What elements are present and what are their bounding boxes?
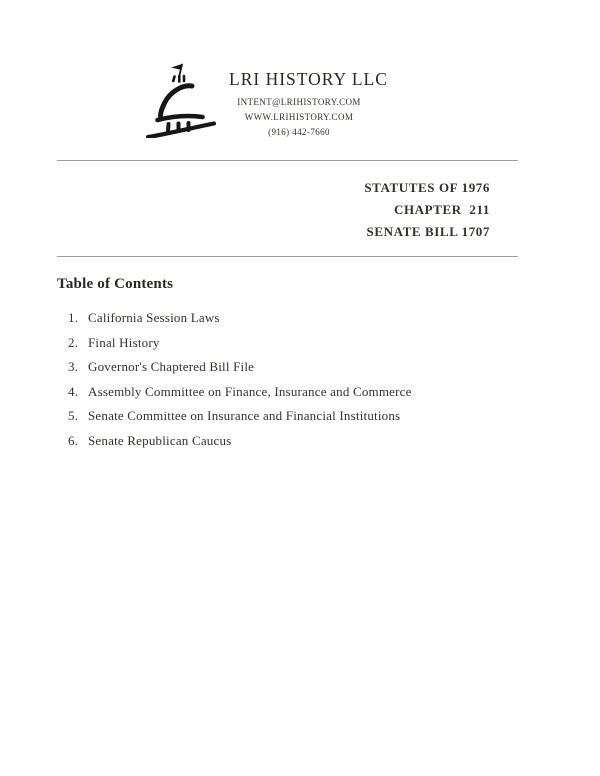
toc-item: California Session Laws xyxy=(88,310,220,326)
toc-title: Table of Contents xyxy=(57,276,174,293)
toc-item: Assembly Committee on Finance, Insurance and Commerce xyxy=(88,383,412,399)
toc-item: Final History xyxy=(88,334,160,350)
website-text: WWW.LRIHISTORY.COM xyxy=(244,112,354,123)
letterhead xyxy=(145,62,518,140)
divider-top xyxy=(57,160,518,161)
capitol-dome-logo-icon xyxy=(145,62,217,138)
phone-text: (916) 442-7660 xyxy=(268,127,330,138)
email-text: INTENT@LRIHISTORY.COM xyxy=(237,97,361,108)
reference-block xyxy=(57,177,518,243)
chapter-line: CHAPTER 211 xyxy=(393,202,490,218)
toc-item: Senate Republican Caucus xyxy=(88,432,232,448)
company-name: LRI HISTORY LLC xyxy=(229,69,388,89)
contact-block xyxy=(229,62,388,140)
toc-list xyxy=(57,306,518,453)
toc-item: Senate Committee on Insurance and Financial Institutions xyxy=(88,408,401,424)
senate-bill-line: SENATE BILL 1707 xyxy=(366,224,490,240)
divider-bottom xyxy=(57,256,518,257)
toc-item: Governor's Chaptered Bill File xyxy=(88,359,255,375)
statutes-line: STATUTES OF 1976 xyxy=(364,180,490,196)
